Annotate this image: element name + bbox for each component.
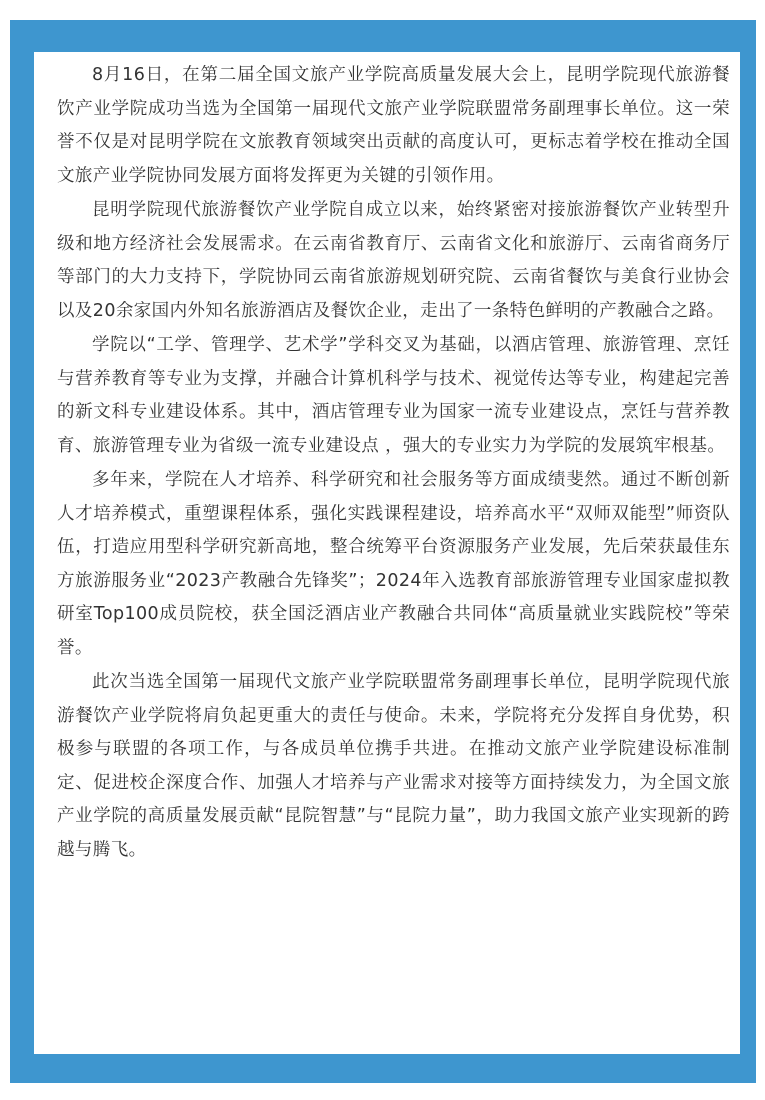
paragraph-achievements: 多年来，学院在人才培养、科学研究和社会服务等方面成绩斐然。通过不断创新人才培养模式，重塑课程体系，强化实践课程建设，培养高水平“双师双能型”师资队伍，打造应用型科学研究新高地，整合统筹平台资源服务产业发展，先后荣获最佳东方旅游服务业“2023产教融合先锋奖”；2024年入选教育部旅游管理专业国家虚拟教研室Top100成员院校，获全国泛酒店业产教融合共同体“高质量就业实践院校”等荣誉。 <box>57 470 730 658</box>
paragraph-election-news: 8月16日，在第二届全国文旅产业学院高质量发展大会上，昆明学院现代旅游餐饮产业学院成功当选为全国第一届现代文旅产业学院联盟常务副理事长单位。这一荣誉不仅是对昆明学院在文旅教育领域突出贡献的高度认可，更标志着学校在推动全国文旅产业学院协同发展方面将发挥更为关键的引领作用。 <box>57 65 730 186</box>
paragraph-future-outlook: 此次当选全国第一届现代文旅产业学院联盟常务副理事长单位，昆明学院现代旅游餐饮产业学院将肩负起更重大的责任与使命。未来，学院将充分发挥自身优势，积极参与联盟的各项工作，与各成员单位携手共进。在推动文旅产业学院建设标准制定、促进校企深度合作、加强人才培养与产业需求对接等方面持续发力，为全国文旅产业学院的高质量发展贡献“昆院智慧”与“昆院力量”，助力我国文旅产业实现新的跨越与腾飞。 <box>57 672 730 860</box>
paragraph-disciplines: 学院以“工学、管理学、艺术学”学科交叉为基础，以酒店管理、旅游管理、烹饪与营养教育等专业为支撑，并融合计算机科学与技术、视觉传达等专业，构建起完善的新文科专业建设体系。其中，酒店管理专业为国家一流专业建设点，烹饪与营养教育、旅游管理专业为省级一流专业建设点 ，强大的专业实力为学院的发展筑牢根基。 <box>57 335 730 456</box>
article-panel <box>34 52 740 1054</box>
blue-border-frame <box>10 20 756 1083</box>
paragraph-college-history: 昆明学院现代旅游餐饮产业学院自成立以来，始终紧密对接旅游餐饮产业转型升级和地方经济社会发展需求。在云南省教育厅、云南省文化和旅游厅、云南省商务厅等部门的大力支持下，学院协同云南省旅游规划研究院、云南省餐饮与美食行业协会以及20余家国内外知名旅游酒店及餐饮企业，走出了一条特色鲜明的产教融合之路。 <box>57 200 730 321</box>
